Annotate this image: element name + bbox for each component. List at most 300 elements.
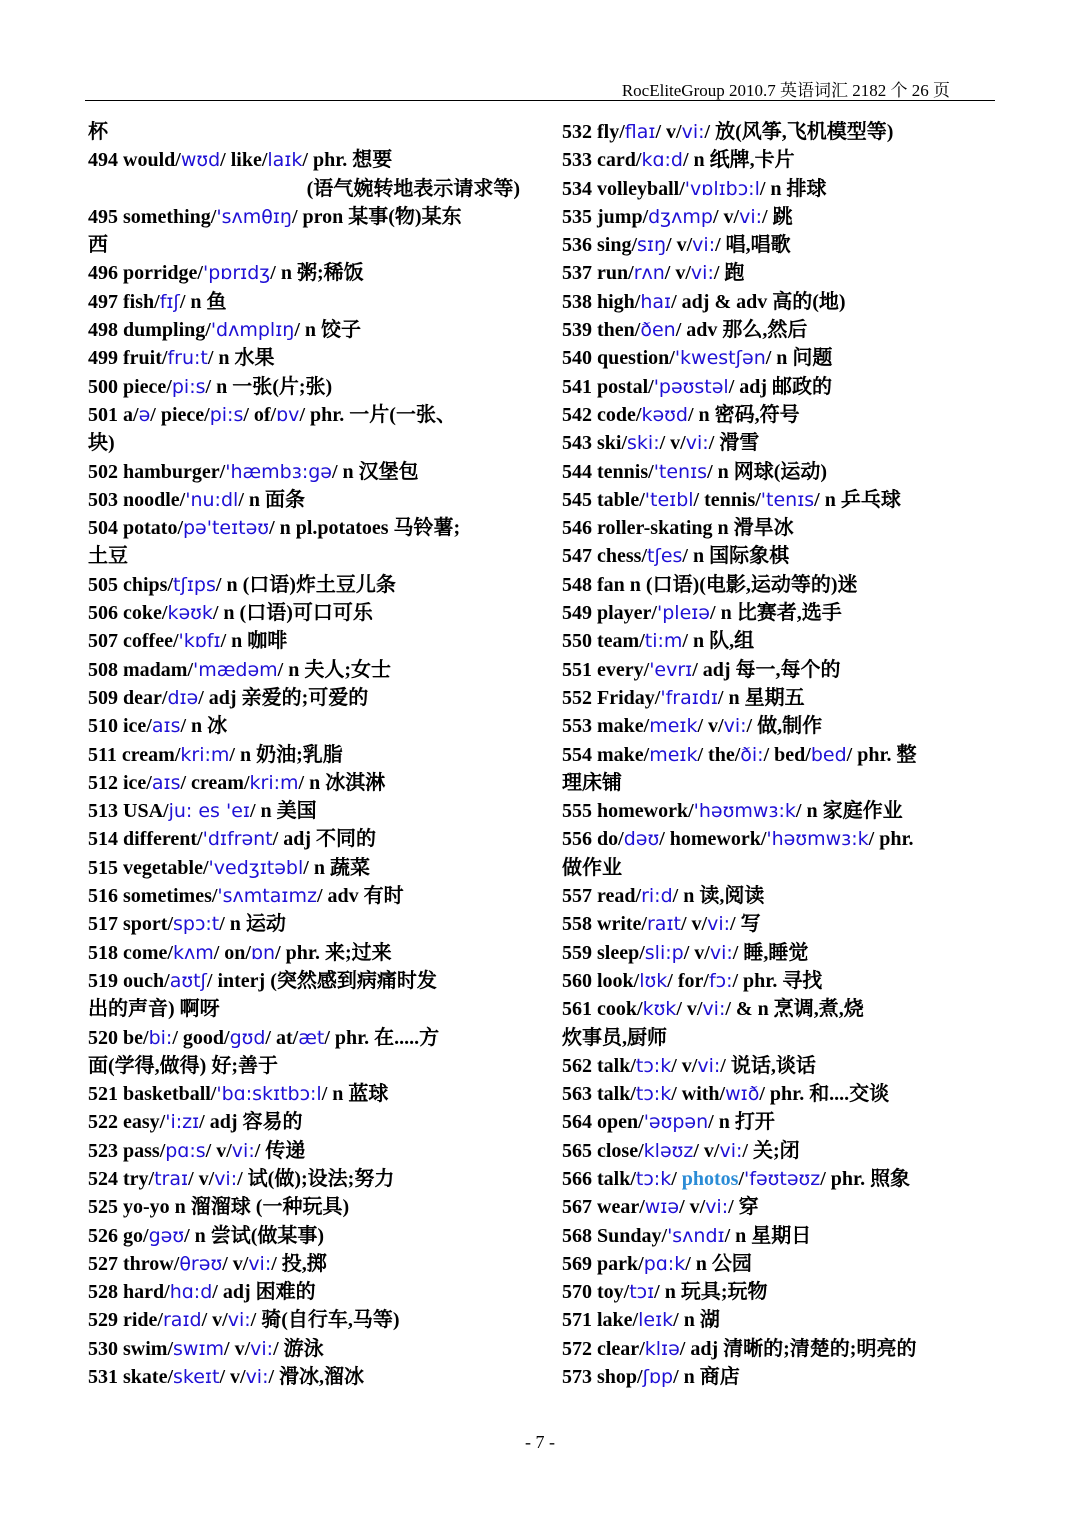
entry-text: 528 hard/ [88,1281,170,1304]
vocab-line [88,231,520,259]
entry-text: 522 easy/ [88,1111,166,1134]
vocab-line [562,146,994,174]
phonetic: 'evrɪ [649,658,693,681]
entry-text: 495 something/ [88,205,217,228]
entry-text: / phr. 一片(一张、 [299,403,456,426]
entry-text: 499 fruit/ [88,347,168,370]
entry-text: 511 cream/ [88,743,181,766]
vocab-line [88,967,520,995]
page-number: - 7 - [525,1432,555,1452]
entry-text: / 滑雪 [708,432,760,455]
vocab-line [88,769,520,797]
vocab-line [88,825,520,853]
entry-text: / n 饺子 [294,319,361,342]
entry-text: 514 different/ [88,828,203,851]
entry-text: / 做,制作 [746,715,823,738]
entry-text: / v/ [666,234,693,257]
entry-text: 525 yo-yo n 溜溜球 (一种玩具) [88,1196,350,1219]
entry-text: 555 homework/ [562,800,694,823]
entry-text: / like/ [220,149,268,172]
entry-text: / n 星期五 [717,686,805,709]
vocab-line [88,939,520,967]
phonetic: pə'teɪtəʊ [183,517,270,540]
entry-text: 565 close/ [562,1139,644,1162]
vocab-line [88,401,520,429]
entry-text: 537 run/ [562,262,634,285]
vocab-line [562,1108,994,1136]
entry-text: 571 lake/ [562,1309,639,1332]
phonetic: pi:s [171,375,206,398]
entry-text: 516 sometimes/ [88,885,218,908]
phonetic: 'pleɪə [657,602,711,625]
entry-text: 542 code/ [562,403,642,426]
vocab-line [562,627,994,655]
phonetic: 'tenɪs [653,460,708,483]
entry-text: 出的声音) 啊呀 [88,998,220,1021]
vocab-line [88,203,520,231]
phonetic: 'fraɪdɪ [660,686,718,709]
entry-text: 497 fish/ [88,290,160,313]
entry-text: / n (口语)可口可乐 [212,602,373,625]
entry-text: / phr. 照象 [820,1167,911,1190]
entry-text: 547 chess/ [562,545,647,568]
entry-text: 西 [88,234,108,257]
entry-text: / adv 那么,然后 [675,319,808,342]
entry-text: / n 国际象棋 [682,545,790,568]
phonetic: 'kɒfɪ [178,630,221,653]
entry-text: / on/ [213,941,251,964]
vocab-line [88,458,520,486]
phonetic: ə [138,403,151,426]
entry-text: / n 星期日 [724,1224,812,1247]
vocab-line [88,599,520,627]
phonetic: vi: [248,1252,272,1275]
phonetic: vi: [685,432,709,455]
phonetic: 'əʊpən [643,1111,709,1134]
phonetic: 'tenɪs [760,488,815,511]
entry-text: / v/ [205,1139,232,1162]
entry-text: 508 madam/ [88,658,193,681]
vocab-line [88,995,520,1023]
phonetic: ʃɒp [642,1366,674,1389]
entry-text: 567 wear/ [562,1196,645,1219]
entry-text: 498 dumpling/ [88,319,211,342]
vocab-line [88,571,520,599]
entry-text: 563 talk/ [562,1083,636,1106]
entry-text: 566 talk/ [562,1167,636,1190]
vocab-line [562,939,994,967]
entry-text: / v/ [219,1366,246,1389]
phonetic: klɪə [644,1337,680,1360]
vocab-line [88,1222,520,1250]
entry-text: / adj 不同的 [272,828,376,851]
phonetic: vi: [690,262,714,285]
entry-text: / v/ [201,1309,228,1332]
phonetic: fru:t [167,347,208,370]
vocab-line [562,684,994,712]
entry-text: / n 蓝球 [321,1083,389,1106]
phonetic: 'pɒrɪdʒ [203,262,271,285]
phonetic: ðen [640,319,676,342]
phonetic: raɪd [163,1309,202,1332]
entry-text: / 投,掷 [271,1252,327,1275]
entry-text: 570 toy/ [562,1281,630,1304]
entry-text: 530 swim/ [88,1337,173,1360]
entry-text: / cream/ [180,771,250,794]
phonetic: bed [810,743,847,766]
phonetic: 'pəʊstəl [653,375,729,398]
phonetic: ɒn [251,941,276,964]
vocab-line [562,656,994,684]
vocab-line [562,486,994,514]
phonetic: 'teɪbl [644,488,694,511]
entry-text: / adj 亲爱的;可爱的 [198,686,369,709]
entry-text: / v/ [222,1252,249,1275]
phonetic: 'hæmbɜ:gə [225,460,332,483]
vocab-line [88,1052,520,1080]
vocab-line [562,825,994,853]
phonetic: swɪm [173,1337,225,1360]
entry-text: 550 team/ [562,630,645,653]
entry-text: / v/ [693,1139,720,1162]
vocab-line [88,712,520,740]
phonetic: flaɪ [624,121,656,143]
phonetic: ski: [627,432,660,455]
vocab-line [562,1080,994,1108]
entry-text: / n 运动 [219,913,286,936]
phonetic: gʊd [229,1026,266,1049]
entry-text: / 说话,谈话 [720,1054,816,1077]
entry-text: / 唱,唱歌 [715,234,791,257]
entry-text: 506 coke/ [88,602,168,625]
entry-text: 505 chips/ [88,573,174,596]
vocab-line [88,514,520,542]
phonetic: vi: [723,715,747,738]
vocab-line [88,1193,520,1221]
vocab-line [88,316,520,344]
phonetic: 'həʊmwɜ:k [766,828,869,851]
vocab-line [562,231,994,259]
entry-text: / n 一张(片;张) [205,375,333,398]
entry-text: / for/ [667,969,709,992]
vocab-line [88,1165,520,1193]
phonetic: vi: [709,941,733,964]
entry-text: 536 sing/ [562,234,638,257]
vocab-line [88,1137,520,1165]
entry-text: 做作业 [562,856,622,879]
entry-text: / 游泳 [273,1337,324,1360]
vocab-line [88,1335,520,1363]
entry-text: 561 cook/ [562,998,643,1021]
phonetic: gəʊ [148,1224,185,1247]
entry-text: / adv 有时 [316,885,404,908]
phonetic: vi: [702,998,726,1021]
phonetic: ju: es 'eɪ [168,800,250,823]
entry-text: 块) [88,432,115,455]
entry-text: 539 then/ [562,319,641,342]
vocab-line [562,797,994,825]
entry-text: / phr. 整 [846,743,917,766]
entry-text: 501 a/ [88,403,139,426]
entry-text: / n 网球(运动) [707,460,828,483]
entry-text: / 滑冰,溜冰 [268,1366,365,1389]
vocab-line [88,1250,520,1278]
entry-text: 515 vegetable/ [88,856,209,879]
entry-text: 533 card/ [562,149,642,172]
phonetic: 'sʌndɪ [667,1224,725,1247]
entry-text: / phr. 想要 [302,149,393,172]
vocab-line [88,259,520,287]
entry-text: 504 potato/ [88,517,183,540]
entry-text: / n 湖 [673,1309,720,1332]
entry-text: / n 公园 [685,1252,752,1275]
phonetic: meɪk [649,743,698,766]
entry-text: 496 porridge/ [88,262,203,285]
entry-text: 518 come/ [88,941,173,964]
phonetic: vi: [245,1366,269,1389]
entry-text: / n 乒乓球 [814,488,901,511]
phonetic: kəʊk [167,602,213,625]
entry-text: / n 冰淇淋 [298,771,386,794]
entry-text: / phr. 寻找 [732,969,823,992]
vocab-line [562,542,994,570]
entry-text: / 跑 [713,262,745,285]
phonetic: pi:s [209,403,244,426]
entry-text: / homework/ [659,828,767,851]
entry-text: 理床铺 [562,771,622,794]
phonetic: tɔɪ [629,1281,655,1304]
vocab-line [88,542,520,570]
entry-text: / 放(风筝,飞机模型等) [704,121,894,143]
entry-text: / n 打开 [708,1111,775,1134]
entry-text: 562 talk/ [562,1054,636,1077]
vocab-line [88,118,520,146]
entry-text: / v/ [659,432,686,455]
entry-text: 549 player/ [562,602,657,625]
phonetic: kʊk [642,998,677,1021]
vocab-line [562,1363,994,1391]
vocab-line [562,1165,994,1193]
phonetic: vi: [739,205,763,228]
entry-text: 532 fly/ [562,121,625,143]
vocab-line [562,1222,994,1250]
entry-text: 556 do/ [562,828,624,851]
entry-text: / n 尝试(做某事) [184,1224,325,1247]
vocab-line [562,712,994,740]
entry-text: 544 tennis/ [562,460,654,483]
entry-text: / n 商店 [673,1366,740,1389]
entry-text: / [738,1167,745,1190]
vocab-line [562,599,994,627]
entry-text: 502 hamburger/ [88,460,226,483]
entry-text: / with/ [671,1083,726,1106]
phonetic: pɑ:k [643,1252,686,1275]
phonetic: ti:m [644,630,683,653]
entry-text: 524 try/ [88,1167,155,1190]
page-header: RocEliteGroup 2010.7 英语词汇 2182 个 26 页 [621,81,950,100]
phonetic: fɔ: [708,969,733,992]
vocab-line [88,797,520,825]
vocab-line [562,344,994,372]
phonetic: kri:m [180,743,230,766]
entry-text: / n 夫人;女士 [277,658,391,681]
vocab-line [88,1306,520,1334]
entry-text: / n pl.potatoes 马铃薯; [269,517,461,540]
entry-text: / v/ [664,262,691,285]
vocab-line [88,656,520,684]
phonetic: vi: [707,913,731,936]
vocab-line [562,514,994,542]
phonetic: kʌm [172,941,214,964]
vocab-line [562,288,994,316]
entry-text: / adj 清晰的;清楚的;明亮的 [679,1337,917,1360]
vocab-line [88,910,520,938]
vocab-line [88,684,520,712]
vocab-line [562,118,994,146]
entry-text: 510 ice/ [88,715,152,738]
entry-text: / n 队,组 [682,630,755,653]
phonetic: wʊd [180,149,221,172]
phonetic: aɪs [151,771,181,794]
phonetic: sɪŋ [637,234,667,257]
entry-text: / n 咖啡 [220,630,288,653]
vocab-line [88,429,520,457]
entry-text: / good/ [172,1026,230,1049]
vocab-line [562,458,994,486]
vocab-line [88,1024,520,1052]
entry-text: 500 piece/ [88,375,172,398]
vocab-line [88,486,520,514]
word-link[interactable]: photos [681,1167,739,1190]
entry-text: / at/ [265,1026,299,1049]
phonetic: 'kwestʃən [674,347,766,370]
entry-text: 540 question/ [562,347,675,370]
phonetic: tʃes [647,545,683,568]
entry-text: 558 write/ [562,913,647,936]
entry-text: / v/ [671,1054,698,1077]
entry-text: / n 排球 [759,177,827,200]
entry-text: 513 USA/ [88,800,169,823]
entry-text: 519 ouch/ [88,969,170,992]
entry-text: 553 make/ [562,715,650,738]
phonetic: 'i:zɪ [165,1111,200,1134]
entry-text: / v/ [712,205,740,228]
phonetic: aʊtʃ [169,969,207,992]
entry-text: 512 ice/ [88,771,152,794]
vocab-line [562,1278,994,1306]
vocab-line [562,571,994,599]
phonetic: dɪə [167,686,199,709]
entry-text: / 跳 [762,205,793,228]
entry-text: 552 Friday/ [562,686,661,709]
entry-text: / v/ [697,715,724,738]
phonetic: meɪk [649,715,698,738]
entry-text: 546 roller-skating n 滑旱冰 [562,517,794,540]
entry-text: / n 纸牌,卡片 [682,149,795,172]
phonetic: vi: [214,1167,238,1190]
entry-text: 548 fan n (口语)(电影,运动等的)迷 [562,573,858,596]
phonetic: aɪs [151,715,181,738]
entry-text: 523 pass/ [88,1139,166,1162]
vocab-column-right [562,118,994,1391]
entry-text: / v/ [683,941,710,964]
vocab-line [88,1108,520,1136]
phonetic: 'dɪfrənt [202,828,273,851]
vocab-line [562,1193,994,1221]
entry-text: 杯 [88,121,108,143]
entry-text: / n 问题 [765,347,833,370]
entry-text: / pron 某事(物)某东 [291,205,462,228]
phonetic: dəʊ [623,828,660,851]
entry-text: / phr. 在.....方 [324,1026,440,1049]
vocab-line [562,1250,994,1278]
entry-text: 541 postal/ [562,375,654,398]
entry-text: 509 dear/ [88,686,168,709]
phonetic: hɑ:d [169,1281,213,1304]
phonetic: bi: [148,1026,173,1049]
entry-text: / n 密码,符号 [687,403,800,426]
entry-text: / n 比赛者,选手 [710,602,842,625]
phonetic: wɪð [725,1083,760,1106]
entry-text: / bed/ [763,743,811,766]
vocab-line [88,373,520,401]
entry-text: / n 美国 [249,800,317,823]
entry-text: / v/ [224,1337,251,1360]
phonetic: raɪt [646,913,681,936]
entry-text: 554 make/ [562,743,650,766]
entry-text: 568 Sunday/ [562,1224,668,1247]
phonetic: laɪk [267,149,303,172]
vocab-line [562,373,994,401]
phonetic: 'dʌmplɪŋ [210,319,295,342]
entry-text: / & n 烹调,煮,烧 [725,998,864,1021]
entry-text: / n 蔬菜 [303,856,370,879]
phonetic: spɔ:t [173,913,220,936]
entry-text: / n 奶油;乳脂 [229,743,343,766]
entry-text: 543 ski/ [562,432,628,455]
phonetic: 'həʊmwɜ:k [693,800,796,823]
entry-text: 535 jump/ [562,205,649,228]
vocab-line [562,769,994,797]
vocab-line [88,288,520,316]
vocab-line [562,401,994,429]
entry-text: / n 水果 [207,347,275,370]
entry-text: / n 读,阅读 [672,885,765,908]
vocab-column-left [88,118,520,1391]
phonetic: 'sʌmθɪŋ [216,205,292,228]
entry-text: / 试(做);设法;努力 [237,1167,395,1190]
entry-text: / piece/ [150,403,210,426]
phonetic: 'nu:dl [185,488,239,511]
phonetic: ði: [740,743,764,766]
phonetic: kɑ:d [641,149,683,172]
entry-text: 560 look/ [562,969,640,992]
phonetic: ɒv [276,403,300,426]
entry-text: / v/ [188,1167,215,1190]
vocab-line [562,995,994,1023]
phonetic: kri:m [249,771,299,794]
entry-text: 534 volleyball/ [562,177,685,200]
vocab-line [562,1137,994,1165]
entry-text: 517 sport/ [88,913,173,936]
phonetic: lʊk [639,969,668,992]
entry-text: 529 ride/ [88,1309,163,1332]
entry-text: 557 read/ [562,885,642,908]
phonetic: traɪ [154,1167,189,1190]
vocab-line [562,741,994,769]
entry-text: / 传递 [254,1139,306,1162]
vocab-line [88,175,520,203]
